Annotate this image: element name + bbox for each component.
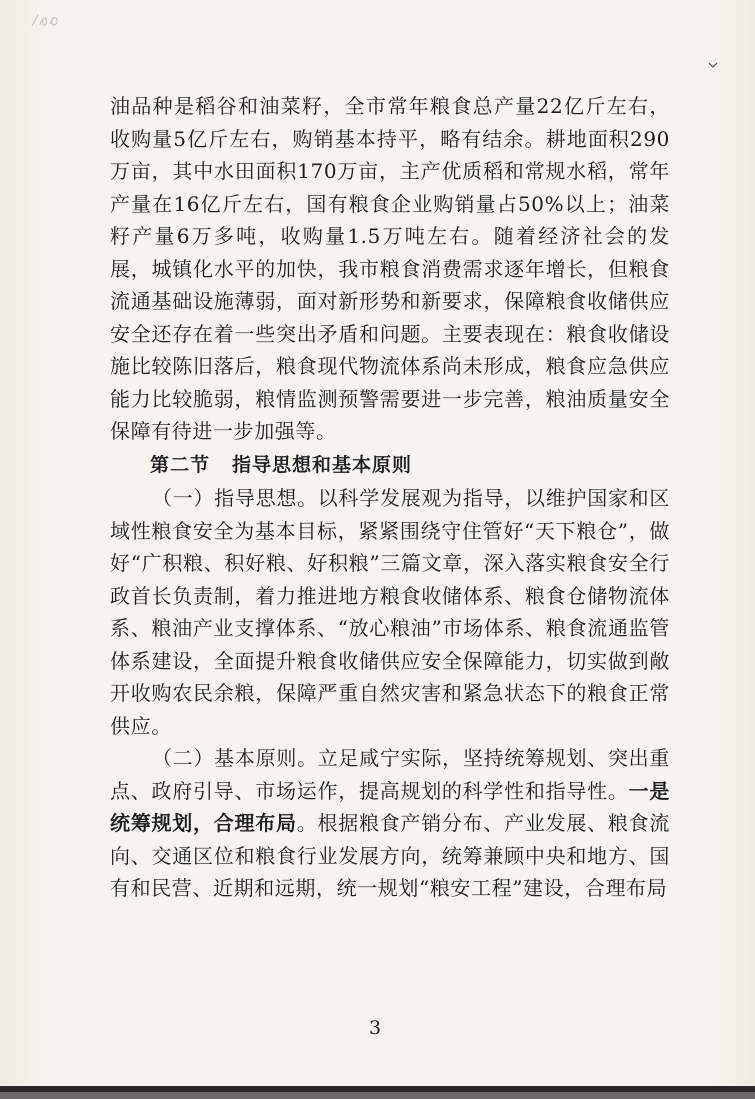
paragraph: （一）指导思想。以科学发展观为指导，以维护国家和区域性粮食安全为基本目标，紧紧围绕守住管好“天下粮仓”，做好“广积粮、积好粮、好积粮”三篇文章，深入落实粮食安全行政首长负责制，着力推进地方粮食收储体系、粮食仓储物流体系、粮油产业支撑体系、“放心粮油”市场体系、粮食流通监管体系建设，全面提升粮食收储供应安全保障能力，切实做到敞开收购农民余粮，保障严重自然灾害和紧急状态下的粮食正常供应。 xyxy=(110,486,670,738)
section-title: 指导思想和基本原则 xyxy=(232,453,413,476)
section-number: 第二节 xyxy=(150,453,211,476)
body-text xyxy=(110,90,670,905)
handwritten-mark-icon xyxy=(30,12,62,28)
paragraph: 油品种是稻谷和油菜籽，全市常年粮食总产量22亿斤左右，收购量5亿斤左右，购销基本持平，略有结余。耕地面积290万亩，其中水田面积170万亩，主产优质稻和常规水稻，常年产量在16亿斤左右，国有粮食企业购销量占50%以上；油菜籽产量6万多吨，收购量1.5万吨左右。随着经济社会的发展，城镇化水平的加快，我市粮食消费需求逐年增长，但粮食流通基础设施薄弱，面对新形势和新要求，保障粮食收储供应安全还存在着一些突出矛盾和问题。主要表现在：粮食收储设施比较陈旧落后，粮食现代物流体系尚未形成，粮食应急供应能力比较脆弱，粮情监测预警需要进一步完善，粮油质量安全保障有待进一步加强等。 xyxy=(110,94,670,443)
paragraph-rest: 。根据粮食产销分布、产业发展、粮食流向、交通区位和粮食行业发展方向，统筹兼顾中央和地方、国有和民营、近期和远期，统一规划“粮安工程”建设，合理布局 xyxy=(110,811,670,900)
section-heading xyxy=(150,449,670,482)
paragraph-lead: （二）基本原则。立足咸宁实际，坚持统筹规划、突出重点、政府引导、市场运作，提高规划的科学性和指导性。 xyxy=(110,746,670,803)
scan-mark-icon xyxy=(708,60,718,70)
scan-bottom-shadow xyxy=(0,1092,755,1099)
page-number: 3 xyxy=(368,1017,382,1039)
bold-phrase: 一是统筹规划，合理布局 xyxy=(110,778,671,835)
paragraph xyxy=(110,742,670,905)
